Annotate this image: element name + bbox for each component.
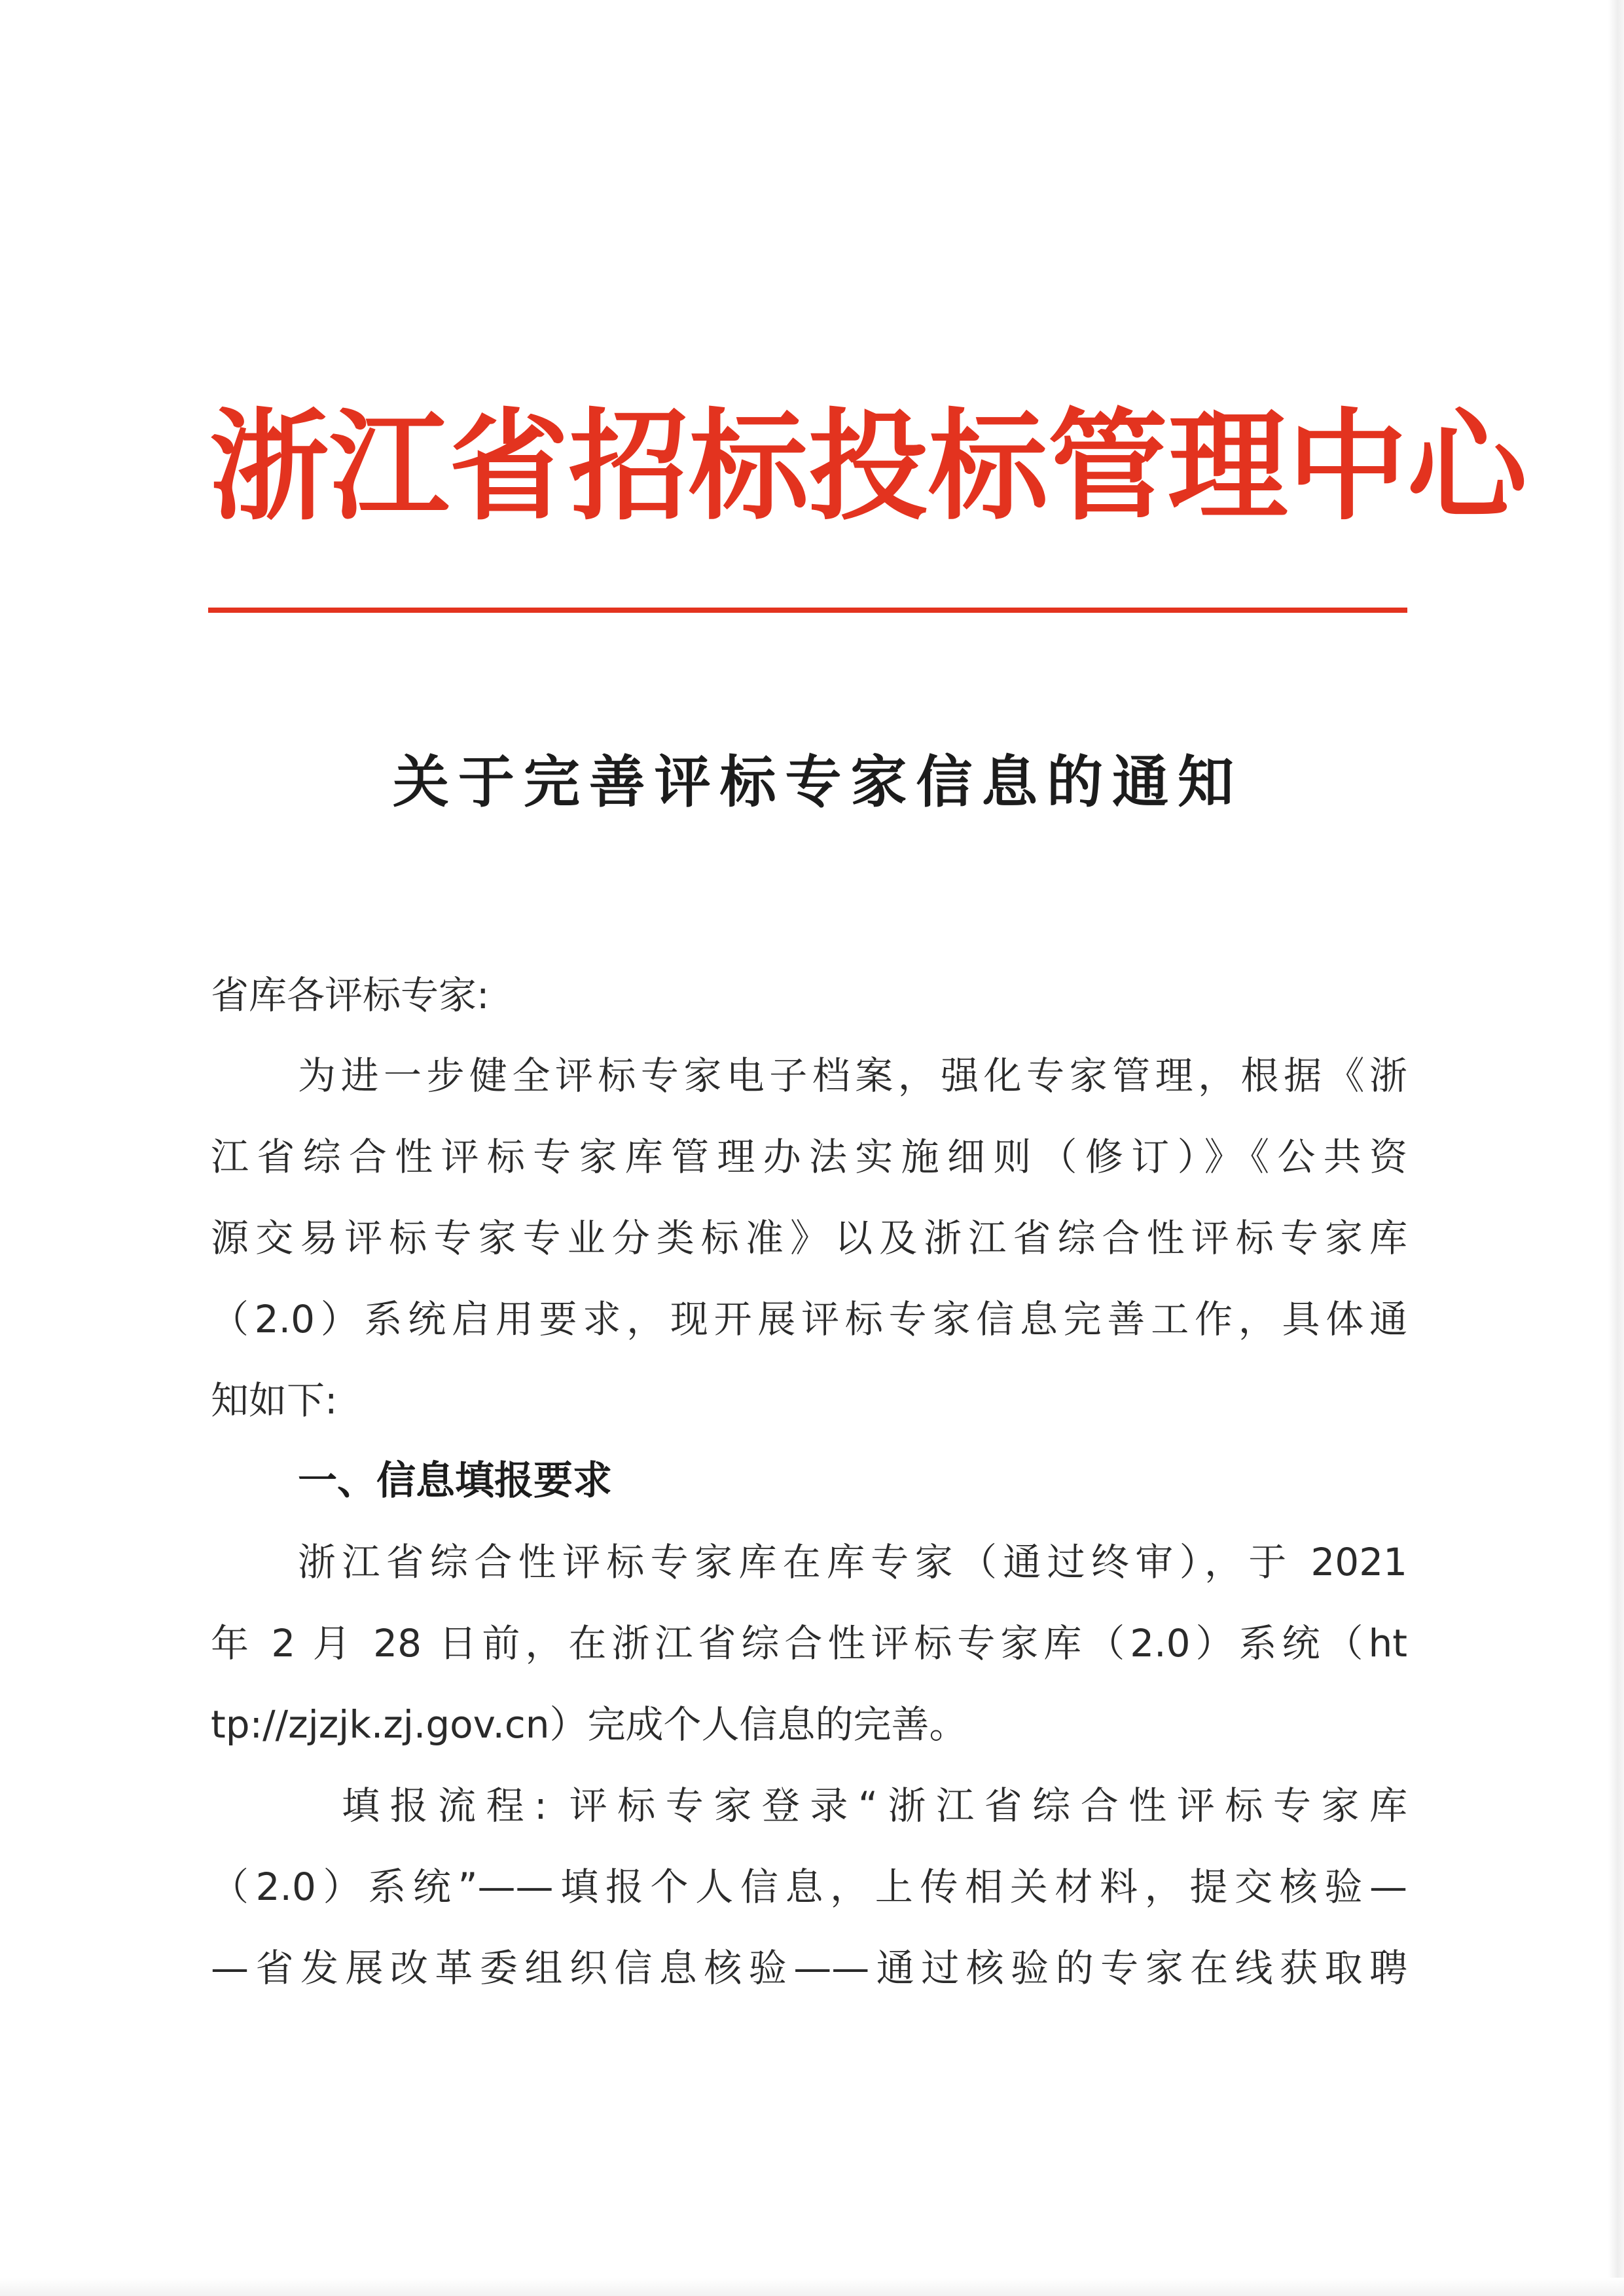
process-line-3: —省发展改革委组织信息核验——通过核验的专家在线获取聘	[211, 1946, 1407, 1990]
intro-line-1: 为进一步健全评标专家电子档案，强化专家管理，根据《浙	[298, 1053, 1407, 1098]
section-1-line-2: 年 2 月 28 日前，在浙江省综合性评标专家库（2.0）系统（ht	[211, 1621, 1407, 1666]
salutation: 省库各评标专家:	[211, 973, 490, 1017]
notice-title: 关于完善评标专家信息的通知	[393, 749, 1234, 815]
section-1-line-3: tp://zjzjk.zj.gov.cn）完成个人信息的完善。	[211, 1702, 967, 1747]
section-1-heading: 一、信息填报要求	[298, 1458, 612, 1504]
scan-shadow-bottom	[0, 2278, 1624, 2296]
section-1-line-1: 浙江省综合性评标专家库在库专家（通过终审），于 2021	[298, 1540, 1407, 1584]
process-line-2: （2.0）系统”——填报个人信息，上传相关材料，提交核验—	[211, 1865, 1407, 1909]
letterhead-org-name: 浙江省招标投标管理中心	[209, 396, 1528, 537]
scan-shadow-right	[1608, 0, 1624, 2296]
process-line-1: 填报流程: 评标专家登录“浙江省综合性评标专家库	[342, 1783, 1407, 1828]
letterhead-divider	[208, 608, 1407, 613]
intro-line-5: 知如下:	[211, 1378, 338, 1423]
intro-line-4: （2.0）系统启用要求，现开展评标专家信息完善工作，具体通	[211, 1297, 1407, 1341]
intro-line-3: 源交易评标专家专业分类标准》以及浙江省综合性评标专家库	[211, 1216, 1407, 1260]
intro-line-2: 江省综合性评标专家库管理办法实施细则（修订）》《公共资	[211, 1135, 1407, 1179]
